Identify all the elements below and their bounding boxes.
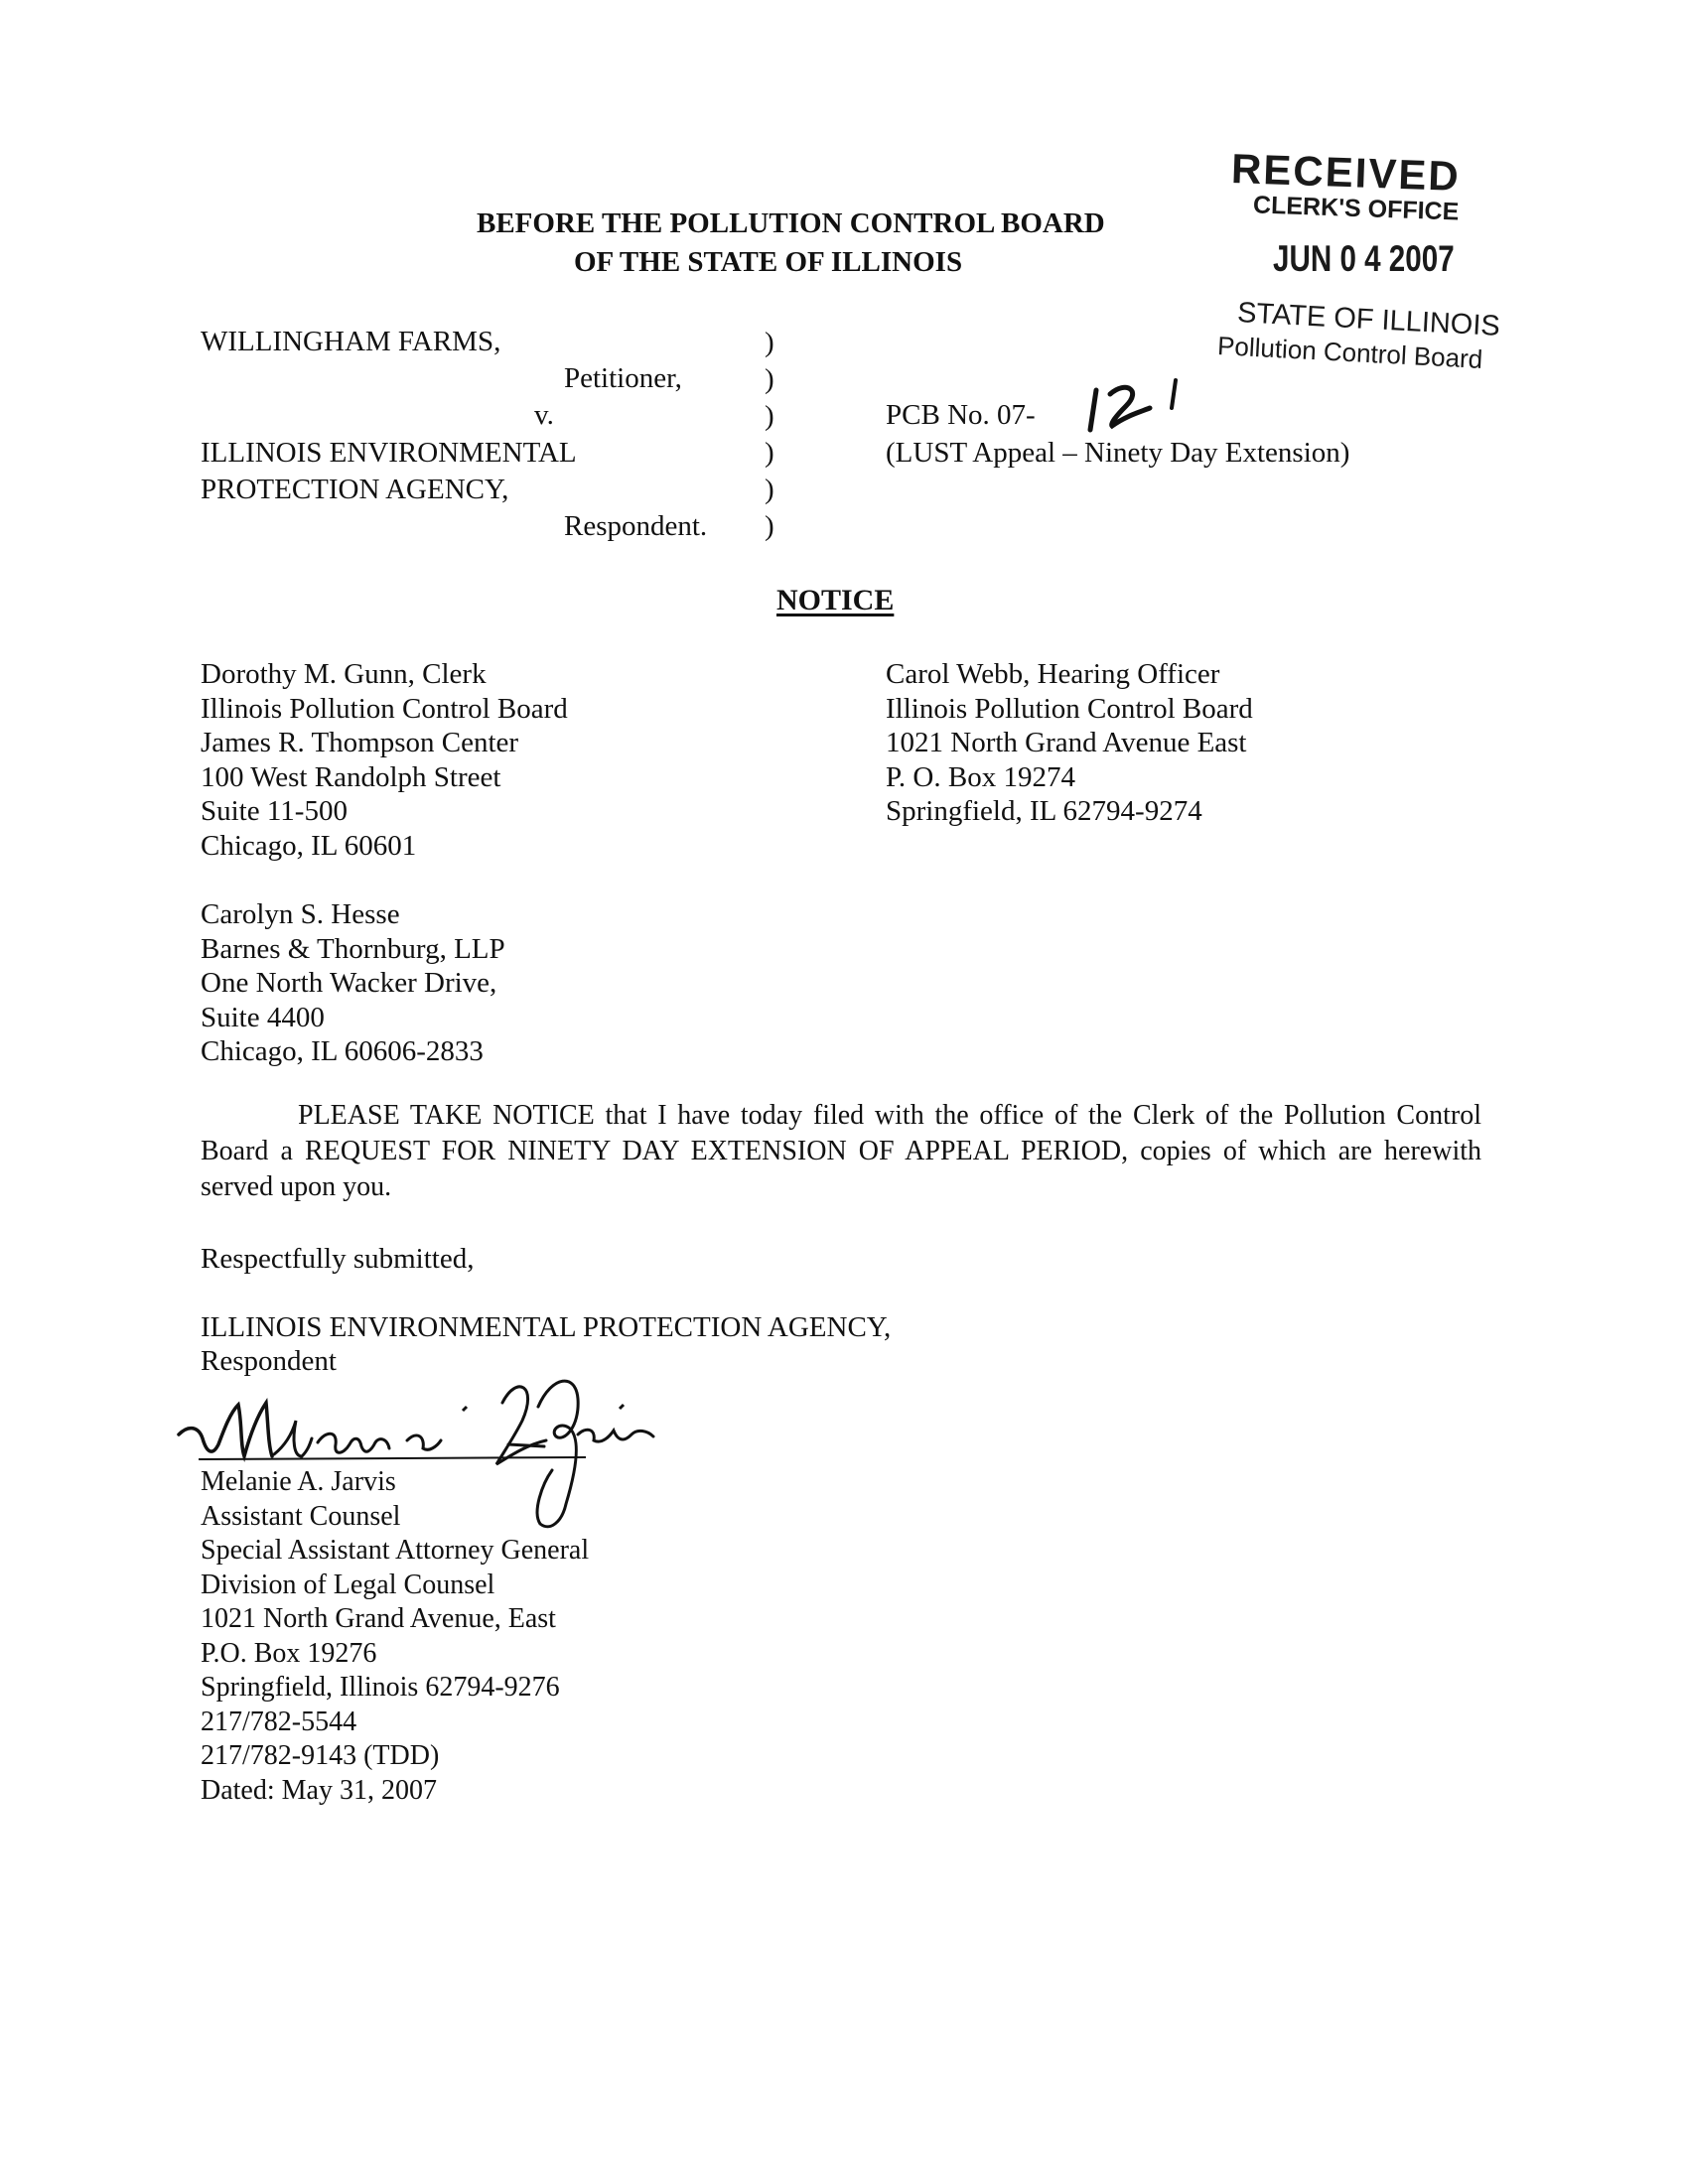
case-type: (LUST Appeal – Ninety Day Extension) xyxy=(886,437,1350,469)
address-line: Illinois Pollution Control Board xyxy=(886,692,1253,725)
signer-line: P.O. Box 19276 xyxy=(201,1637,377,1669)
notice-title: NOTICE xyxy=(776,584,895,616)
agency-name: ILLINOIS ENVIRONMENTAL PROTECTION AGENCY, xyxy=(201,1311,892,1343)
address-line: Chicago, IL 60606-2833 xyxy=(201,1035,484,1067)
case-number: PCB No. 07- xyxy=(886,399,1036,431)
address-line: Chicago, IL 60601 xyxy=(201,829,417,862)
respondent-name-1: ILLINOIS ENVIRONMENTAL xyxy=(201,437,577,469)
signer-name: Melanie A. Jarvis xyxy=(201,1466,396,1497)
signer-line: Springfield, Illinois 62794-9276 xyxy=(201,1672,560,1703)
paren: ) xyxy=(765,400,774,432)
address-line: Carolyn S. Hesse xyxy=(201,898,400,930)
stamp-board: Pollution Control Board xyxy=(1216,331,1484,374)
closing: Respectfully submitted, xyxy=(201,1243,475,1275)
address-line: Dorothy M. Gunn, Clerk xyxy=(201,658,487,690)
signer-line: Assistant Counsel xyxy=(201,1500,401,1532)
paren: ) xyxy=(765,363,774,395)
address-line: Carol Webb, Hearing Officer xyxy=(886,658,1220,690)
caption-parens xyxy=(765,325,774,545)
notice-paragraph: PLEASE TAKE NOTICE that I have today filed with the office of the Clerk of the Pollution Control Board a REQUEST FOR NINETY DAY EXTENSION OF APPEAL PERIOD, copies of which are herewith served upon you. xyxy=(201,1100,1481,1202)
address-line: 100 West Randolph Street xyxy=(201,760,501,793)
recipient-petitioner-counsel xyxy=(201,897,505,1069)
stamp-state: STATE OF ILLINOIS xyxy=(1236,297,1501,342)
address-line: One North Wacker Drive, xyxy=(201,967,497,999)
board-title-line-2: OF THE STATE OF ILLINOIS xyxy=(574,246,963,278)
board-title-line-1: BEFORE THE POLLUTION CONTROL BOARD xyxy=(477,207,1105,239)
address-line: Suite 11-500 xyxy=(201,795,348,827)
paren: ) xyxy=(765,474,774,505)
paren: ) xyxy=(765,510,774,542)
signer-line: 217/782-9143 (TDD) xyxy=(201,1740,440,1771)
paren: ) xyxy=(765,437,774,469)
petitioner-name: WILLINGHAM FARMS, xyxy=(201,326,501,357)
stamp-office: CLERK'S OFFICE xyxy=(1252,191,1460,226)
versus: v. xyxy=(534,399,554,431)
respondent-label: Respondent. xyxy=(564,510,708,542)
address-line: James R. Thompson Center xyxy=(201,727,519,758)
stamp-date: JUN 0 4 2007 xyxy=(1273,238,1455,279)
signer-date: Dated: May 31, 2007 xyxy=(201,1774,437,1806)
address-line: Illinois Pollution Control Board xyxy=(201,692,568,725)
petitioner-label: Petitioner, xyxy=(564,362,682,394)
handwritten-number-ink xyxy=(1082,372,1192,442)
stamp-received: RECEIVED xyxy=(1230,144,1462,201)
recipient-hearing-officer xyxy=(886,657,1253,829)
agency-role: Respondent xyxy=(201,1345,337,1377)
signer-line: 1021 North Grand Avenue, East xyxy=(201,1603,556,1634)
signer-line: Division of Legal Counsel xyxy=(201,1569,495,1600)
address-line: Suite 4400 xyxy=(201,1001,325,1033)
respondent-name-2: PROTECTION AGENCY, xyxy=(201,474,509,505)
signer-line: Special Assistant Attorney General xyxy=(201,1535,590,1566)
address-line: Barnes & Thornburg, LLP xyxy=(201,932,505,965)
address-line: P. O. Box 19274 xyxy=(886,760,1075,793)
address-line: Springfield, IL 62794-9274 xyxy=(886,795,1202,827)
address-line: 1021 North Grand Avenue East xyxy=(886,727,1247,758)
signer-line: 217/782-5544 xyxy=(201,1706,357,1737)
paren: ) xyxy=(765,327,774,358)
recipient-clerk xyxy=(201,657,568,863)
signer-block xyxy=(201,1465,589,1808)
